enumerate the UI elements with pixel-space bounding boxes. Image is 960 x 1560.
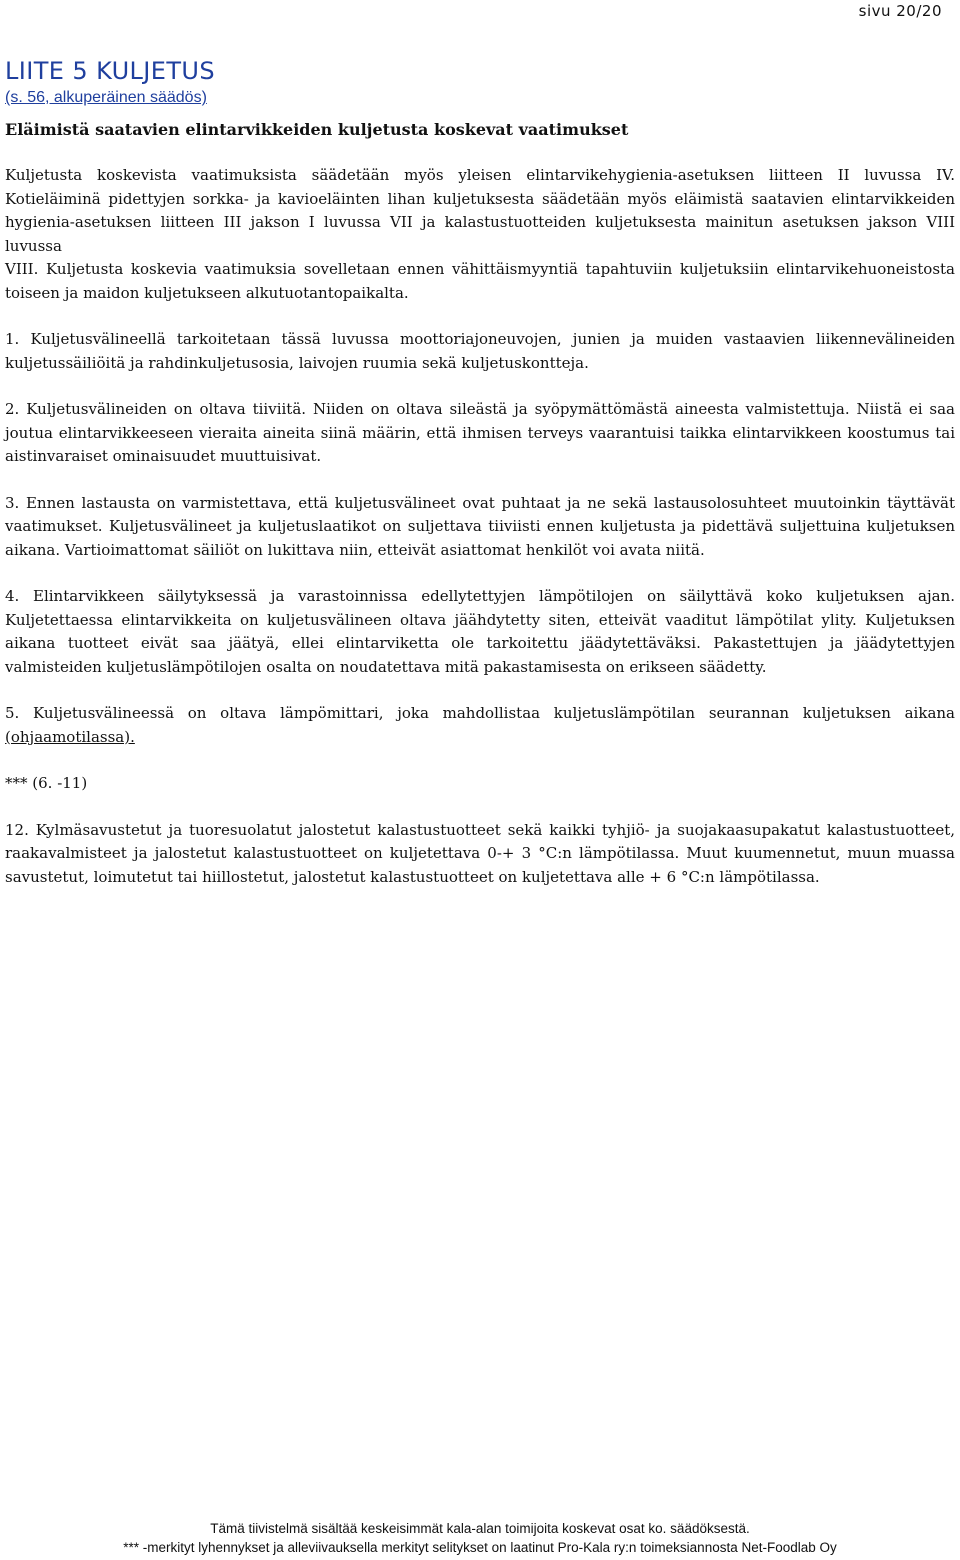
paragraph-4: 4. Elintarvikkeen säilytyksessä ja varastoinnissa edellytettyjen lämpötilojen on säilyttävä koko kuljetuksen ajan. Kuljetettaessa elintarvikkeita on kuljetusvälineen oltava jäähdytetty siten, etteivät vaaditut lämpötilat ylity. Kuljetuksen aikana tuotteet eivät saa jäätyä, ellei elintarviketta ole tarkoitettu jäädytettäväksi. Pakastettujen ja jäädytettyjen valmisteiden kuljetuslämpötilojen osalta on noudatettava mitä pakastamisesta on erikseen säädetty. (5, 587, 955, 676)
paragraph-3: 3. Ennen lastausta on varmistettava, että kuljetusvälineet ovat puhtaat ja ne sekä lastausolosuhteet muutoinkin täyttävät vaatimukset. Kuljetusvälineet ja kuljetuslaatikot on suljettava tiiviisti ennen kuljetusta ja pidettävä suljettuina kuljetuksen aikana. Vartioimattomat säiliöt on lukittava niin, etteivät asiattomat henkilöt voi avata niitä. (5, 493, 955, 559)
page-title: LIITE 5 KULJETUS (5, 57, 216, 85)
omitted-sections-marker: *** (6. -11) (5, 774, 88, 792)
paragraph-12: 12. Kylmäsavustetut ja tuoresuolatut jalostetut kalastustuotteet sekä kaikki tyhjiö- ja suojakaasupakatut kalastustuotteet, raakavalmisteet ja jalostetut kalastustuotteet on kuljetettava 0-+ 3 °C:n lämpötilassa. Muut kuumennetut, muun muassa savustetut, loimutetut tai hiillostetut, jalostetut kalastustuotteet on kuljetettava alle + 6 °C:n lämpötilassa. (5, 820, 955, 886)
paragraph-5-underlined: (ohjaamotilassa). (5, 727, 135, 746)
page-number: sivu 20/20 (858, 2, 942, 20)
paragraph-5 (5, 702, 955, 749)
paragraph-1: 1. Kuljetusvälineellä tarkoitetaan tässä luvussa moottoriajoneuvojen, junien ja muiden vastaavien liikennevälineiden kuljetussäiliöitä ja rahdinkuljetusosia, laivojen ruumia sekä kuljetuskontteja. (5, 330, 955, 372)
footer-credit: *** -merkityt lyhennykset ja alleviivauksella merkityt selitykset on laatinut Pro-Kala ry:n toimeksiannosta Net-Foodlab Oy (123, 1540, 837, 1555)
source-link[interactable]: (s. 56, alkuperäinen säädös) (5, 89, 207, 106)
footer-note: Tämä tiivistelmä sisältää keskeisimmät kala-alan toimijoita koskevat osat ko. säädöksestä. (210, 1521, 750, 1536)
section-subtitle: Eläimistä saatavien elintarvikkeiden kuljetusta koskevat vaatimukset (5, 120, 629, 139)
document-body (5, 56, 955, 889)
paragraph-2: 2. Kuljetusvälineiden on oltava tiiviitä. Niiden on oltava sileästä ja syöpymättömästä aineesta valmistettuja. Niistä ei saa joutua elintarvikkeeseen vieraita aineita siinä määrin, että ihmisen terveys vaarantuisi taikka elintarvikkeen koostumus tai aistinvaraiset ominaisuudet muuttuisivat. (5, 400, 955, 465)
paragraph-5-text: 5. Kuljetusvälineessä on oltava lämpömittari, joka mahdollistaa kuljetuslämpötilan seurannan kuljetuksen aikana (5, 704, 955, 722)
intro-paragraph-continued: VIII. Kuljetusta koskevia vaatimuksia sovelletaan ennen vähittäismyyntiä tapahtuviin kuljetuksiin elintarvikehuoneistosta toiseen ja maidon kuljetukseen alkutuotantopaikalta. (5, 260, 955, 302)
intro-paragraph: Kuljetusta koskevista vaatimuksista säädetään myös yleisen elintarvikehygienia-asetuksen liitteen II luvussa IV. Kotieläiminä pidettyjen sorkka- ja kavioeläinten lihan kuljetuksesta säädetään myös eläimistä saatavien elintarvikkeiden hygienia-asetuksen liitteen III jakson I luvussa VII ja kalastustuotteiden kuljetuksesta mainitun asetuksen jakson VIII luvussa (5, 166, 955, 255)
